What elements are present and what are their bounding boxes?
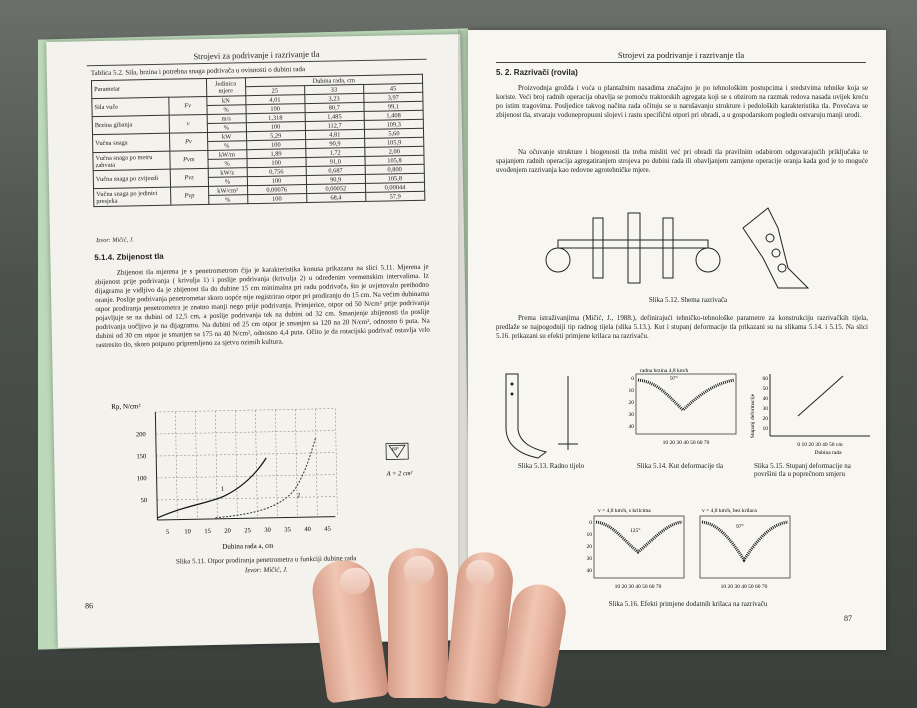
table-cell-value: 105,8 bbox=[365, 173, 424, 183]
wings-effect-chart bbox=[578, 506, 808, 602]
right-paragraph-1: Proizvodnja grožđa i voća u plantažnim nasadima značajno je po tehnološkim postupcima i sredstvima tehnike koja se koriste. Veći broj radnih operacija obavlja se pomoću traktorskih agregata koji se s obzirom na razmak redova nasada uvijek kreću po istim tragovima. Posljedice takvog načina rada očituju se u narušavanju strukture i pedoloških karakteristika tla. Povećava se zbijenost tla, stvaraju vodonepropusni slojevi i rastu specifični otpori pri obradi, a u gospodarskom pogledu ostvaruju manji urodi. bbox=[496, 84, 868, 119]
table-cell-param: Brzina gibanja bbox=[92, 115, 169, 134]
figure-caption-511: Slika 5.11. Otpor prodiranja penetrometra u funkciji dubine rada bbox=[175, 554, 357, 566]
fig516-ytick-40: 40 bbox=[586, 568, 592, 574]
xtick-25: 25 bbox=[244, 527, 251, 535]
fig515-ytick-40: 40 bbox=[762, 396, 768, 402]
table-cell-value: 112,7 bbox=[305, 120, 364, 130]
table-cell-value: 0,00052 bbox=[306, 183, 365, 193]
fig515-xlabel: Dubina rada bbox=[814, 450, 842, 456]
fingernail-middle bbox=[404, 556, 434, 584]
table-cell-unit: kW/m bbox=[207, 150, 246, 160]
curve-1 bbox=[156, 458, 267, 518]
table-cell-symbol: Pvz bbox=[170, 168, 208, 187]
figure-caption-516: Slika 5.16. Efekti primjene dodatnih krilaca na razrivaču bbox=[608, 600, 768, 608]
penetrometer-chart bbox=[93, 387, 436, 563]
table-cell-value: 100 bbox=[247, 158, 306, 168]
table-header-unit: Jedinica mjere bbox=[206, 78, 245, 97]
figure-source-511: Izvor: Mičić, J. bbox=[244, 565, 288, 575]
frame-bar bbox=[558, 240, 708, 248]
deformation-angle-chart bbox=[618, 366, 743, 466]
curve-1-label: 1 bbox=[220, 485, 225, 493]
fig514-title: radna brzina 4,8 km/h bbox=[640, 368, 689, 374]
table-cell-value: 105,8 bbox=[365, 155, 424, 165]
table-cell-value: 3,23 bbox=[304, 93, 363, 103]
table-cell-value: 1,72 bbox=[305, 147, 364, 157]
chart-ylabel: Rp, N/cm² bbox=[111, 402, 141, 411]
table-cell-value: 3,97 bbox=[364, 92, 423, 102]
chart-xlabel: Dubina rada a, cm bbox=[222, 541, 274, 551]
fig516-right-angle: 97° bbox=[736, 524, 744, 530]
working-body-drawing bbox=[498, 370, 588, 460]
fig516-ytick-30: 30 bbox=[586, 556, 592, 562]
ripper-side-view bbox=[743, 208, 808, 288]
fig515-ylabel: Stupanj deformacije bbox=[750, 393, 756, 439]
left-section-heading: 5.1.4. Zbijenost tla bbox=[94, 251, 164, 263]
fig515-ytick-30: 30 bbox=[762, 406, 768, 412]
table-cell-value: 0,00044 bbox=[365, 182, 424, 192]
table-cell-unit: m/s bbox=[207, 114, 246, 124]
fig515-ytick-20: 20 bbox=[762, 416, 768, 422]
table-cell-value: 57,9 bbox=[365, 191, 424, 201]
xtick-15: 15 bbox=[204, 527, 211, 536]
xtick-10: 10 bbox=[184, 528, 191, 536]
table-caption: Tablica 5.2. Sila, brzina i potrebna snaga podrivača u ovisnosti o dubini rada bbox=[90, 65, 306, 78]
wheel-right-icon bbox=[696, 248, 720, 272]
fig514-xticks: 10 20 30 40 50 60 70 bbox=[662, 440, 710, 446]
deformation-degree-chart bbox=[748, 366, 878, 466]
table-cell-value: 1,89 bbox=[246, 149, 305, 159]
figure-caption-513: Slika 5.13. Radno tijelo bbox=[517, 462, 585, 470]
cone-area: A = 2 cm² bbox=[386, 470, 413, 478]
wheel-left-icon bbox=[546, 248, 570, 272]
table-cell-value: 109,3 bbox=[364, 119, 423, 129]
table-cell-value: 4,01 bbox=[245, 95, 304, 105]
fig514-ytick-20: 20 bbox=[628, 400, 634, 406]
table-cell-value: 91,0 bbox=[306, 156, 365, 166]
table-cell-value: 1,318 bbox=[246, 113, 305, 123]
table-cell-param: Vučna snaga po jedinici presjeka bbox=[94, 187, 171, 206]
left-running-head: Strojevi za podrivanje i razrivanje tla bbox=[86, 47, 426, 67]
fig514-ytick-30: 30 bbox=[628, 412, 634, 418]
table-cell-value: 0,800 bbox=[365, 164, 424, 174]
ytick-200: 200 bbox=[135, 431, 146, 439]
table-cell-value: 100 bbox=[245, 104, 304, 114]
table-cell-unit: % bbox=[208, 195, 247, 205]
table-cell-symbol: Fv bbox=[169, 96, 207, 115]
table-source: Izvor: Mičić, J. bbox=[95, 236, 134, 245]
table-cell-param: Vučna snaga po metru zahvata bbox=[93, 151, 170, 170]
xtick-5: 5 bbox=[165, 528, 170, 536]
table-cell-value: 2,00 bbox=[365, 146, 424, 156]
ytick-50: 50 bbox=[140, 497, 148, 505]
table-cell-value: 0,756 bbox=[247, 167, 306, 177]
table-header-depth: Dubina rada, cm bbox=[245, 74, 423, 86]
figure-caption-515: Slika 5.15. Stupanj deformacije na površini tla u poprečnom smjeru bbox=[754, 462, 851, 478]
right-page-number: 87 bbox=[844, 614, 852, 623]
table-cell-param: Vučna snaga bbox=[93, 133, 170, 152]
table-cell-symbol: Pvp bbox=[171, 186, 209, 205]
table-cell-param: Vučna snaga po zvijezdi bbox=[93, 169, 170, 188]
fig516-ytick-20: 20 bbox=[586, 544, 592, 550]
xtick-20: 20 bbox=[224, 527, 231, 535]
fig516-left-angle: 125° bbox=[630, 528, 641, 534]
figure-caption-512: Slika 5.12. Shema razrivača bbox=[648, 296, 728, 304]
right-paragraph-2: Na očuvanje strukture i biogenosti tla treba misliti već pri obradi tla pravilnim odabirom odgovarajućih priključaka te spajanjem radnih operacija agregatiranjem strojeva po dubini rada ili obavljanjem zamjene operacije oranja kada god je to moguće uvođenjem razrivanja kao redovne agrotehničke mjere. bbox=[496, 148, 868, 174]
right-page bbox=[468, 30, 886, 650]
ytick-150: 150 bbox=[136, 453, 147, 461]
table-cell-value: 105,9 bbox=[364, 137, 423, 147]
fig516-right-xticks: 10 20 30 40 50 60 70 bbox=[720, 584, 768, 590]
right-paragraph-3: Prema istraživanjima (Mičić, J., 1988.), definirajući tehničko-tehnološke parametre za konstrukciju razrivačkih tijela, predlaže se najpogodniji tip radnog tijela (slika 5.13.). Kut i stupanj deformacije tla prikazani su na slikama 5.14. i 5.15. Na slici 5.16. prikazani su efekti primjene krilaca na razrivaču. bbox=[496, 314, 868, 340]
cone-angle: 60° bbox=[392, 447, 400, 453]
table-cell-unit: kW/z bbox=[208, 168, 247, 178]
table-cell-unit: % bbox=[208, 177, 247, 187]
fig516-right-title: v = 4,8 km/h, bez krilaca bbox=[702, 508, 757, 514]
table-cell-unit: % bbox=[208, 159, 247, 169]
table-cell-unit: % bbox=[207, 141, 246, 151]
table-cell-symbol: Pv bbox=[169, 132, 207, 151]
table-col-25: 25 bbox=[245, 86, 304, 96]
table-cell-unit: kW/cm² bbox=[208, 186, 247, 196]
data-table bbox=[91, 74, 425, 207]
fig515-ytick-10: 10 bbox=[762, 426, 768, 432]
table-cell-unit: % bbox=[206, 105, 245, 115]
table-cell-value: 5,60 bbox=[364, 128, 423, 138]
table-cell-value: 0,687 bbox=[306, 165, 365, 175]
fig516-ytick-0: 0 bbox=[589, 520, 592, 526]
table-cell-value: 68,4 bbox=[306, 192, 365, 202]
table-cell-unit: kW bbox=[207, 132, 246, 142]
figure-caption-514: Slika 5.14. Kut deformacije tla bbox=[636, 462, 724, 470]
table-cell-value: 5,29 bbox=[246, 131, 305, 141]
fig515-xticks: 0 10 20 30 40 50 cm bbox=[797, 442, 843, 448]
table-col-45: 45 bbox=[363, 83, 422, 93]
xtick-40: 40 bbox=[304, 526, 311, 534]
curve-2 bbox=[214, 437, 317, 518]
table-cell-symbol: v bbox=[169, 114, 207, 133]
table-cell-unit: kN bbox=[206, 96, 245, 106]
right-running-head: Strojevi za podrivanje i razrivanje tla bbox=[496, 50, 866, 63]
xtick-45: 45 bbox=[324, 525, 331, 533]
table-cell-value: 100 bbox=[247, 194, 306, 204]
table-cell-param: Sila vuče bbox=[92, 97, 169, 116]
right-section-heading: 5. 2. Razrivači (rovila) bbox=[496, 68, 578, 77]
table-cell-value: 90,9 bbox=[306, 174, 365, 184]
table-cell-value: 100 bbox=[247, 176, 306, 186]
fig516-left-xticks: 10 20 30 40 50 60 70 bbox=[614, 584, 662, 590]
curve-2-label: 2 bbox=[296, 492, 301, 500]
fig514-ytick-40: 40 bbox=[628, 424, 634, 430]
fig515-ytick-50: 50 bbox=[762, 386, 768, 392]
left-paragraph: Zbijenost tla mjerena je s penetrometrom čija je karakteristika konusa prikazana na slici 5.11. Mjerena je zbijenost prije podrivanja ( krivulja 1) i poslije podrivanja (krivulja 2) u određenim vremenskim intervalima. Iz dijagrama je vidljivo da je zbijenost tla do dubine 15 cm minimalna pri radu podrivača, što je uvjetovalo prethodno oranje. Poslije podrivanja penetrometar skoro uopće nije registrirao otpor pri prodiranju do 15 cm. Na većim dubinama otpor prodiranja penetrometra je znatno manji nego prije podrivanja. Primjerice, otpor od 50 N/cm² prije podrivanja pojavljuje se na dubini od 12,5 cm, a poslije podrivanja tek na dubini od 32 cm. Smanjenje zbijenosti tla poslije podrivanja uočljivo je na dijagramu. Na dubini od 25 cm otpor je smanjen sa 120 na 20 N/cm², odnosno 6 puta. Na dubini od 30 cm otpor je smanjen sa 175 na 40 N/cm², odnosno 4,4 puta. Očito je da rotacijski podrivač ostavlja vrlo rastresito tlo, skoro potpuno pripremljeno za sjetvu ozimih kultura. bbox=[94, 262, 430, 350]
ytick-100: 100 bbox=[136, 475, 147, 483]
ripper-schematic bbox=[538, 198, 838, 298]
table-col-33: 33 bbox=[304, 84, 363, 94]
table-cell-value: 1,408 bbox=[364, 110, 423, 120]
fig516-left-title: v = 4,8 km/h, s krilcima bbox=[598, 508, 651, 514]
left-page-number: 86 bbox=[84, 601, 94, 611]
table-cell-value: 1,485 bbox=[305, 111, 364, 121]
xtick-35: 35 bbox=[284, 526, 291, 534]
table-cell-unit: % bbox=[207, 123, 246, 133]
fig516-ytick-10: 10 bbox=[586, 532, 592, 538]
table-cell-value: 0,00076 bbox=[247, 185, 306, 195]
fig515-ytick-60: 60 bbox=[762, 376, 768, 382]
fig514-angle: 97° bbox=[670, 376, 678, 382]
fig514-ytick-10: 10 bbox=[628, 388, 634, 394]
table-cell-value: 90,9 bbox=[305, 138, 364, 148]
table-cell-value: 4,81 bbox=[305, 129, 364, 139]
table-cell-value: 99,1 bbox=[364, 101, 423, 111]
table-cell-value: 80,7 bbox=[305, 102, 364, 112]
table-cell-symbol: Pvm bbox=[170, 150, 208, 169]
table-cell-value: 100 bbox=[246, 122, 305, 132]
fig514-ytick-0: 0 bbox=[631, 376, 634, 382]
table-header-param: Parametar bbox=[91, 78, 206, 98]
table-cell-value: 100 bbox=[246, 140, 305, 150]
xtick-30: 30 bbox=[264, 526, 271, 534]
